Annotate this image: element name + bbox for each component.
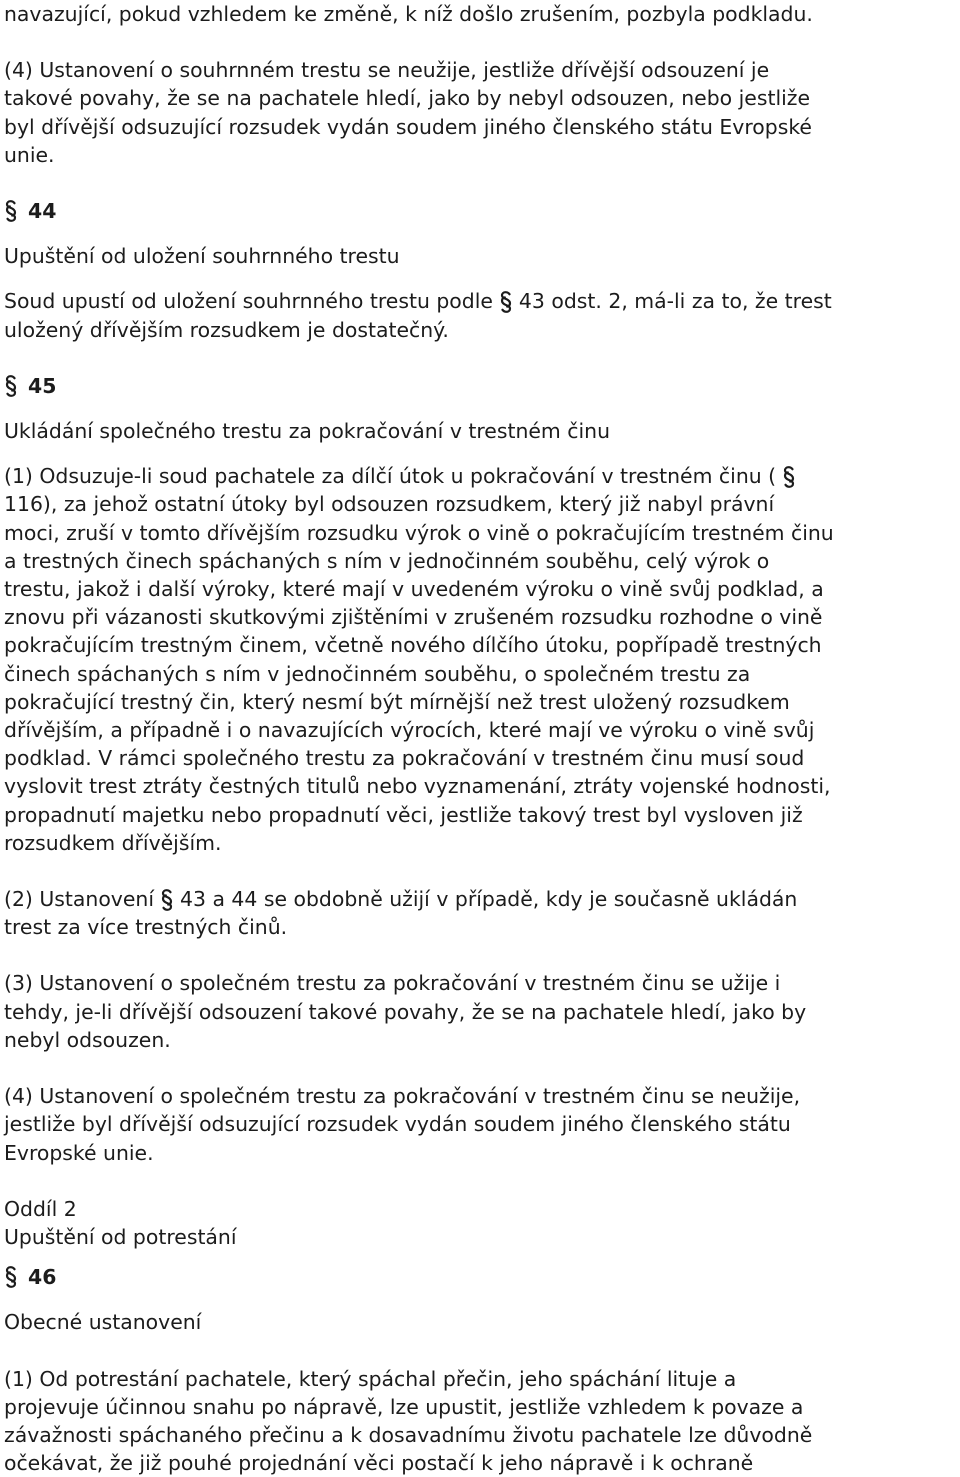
section-sign-icon — [4, 375, 18, 397]
section-sign-icon — [160, 889, 174, 911]
text-line: takové povahy, že se na pachatele hledí, jako by nebyl odsouzen, nebo jestliže — [4, 86, 811, 111]
text-line: pokračující trestný čin, který nesmí být mírnější než trest uložený rozsudkem — [4, 689, 790, 714]
text-fragment: 43 odst. 2, má-li za to, že trest — [518, 289, 832, 314]
section-sign-icon — [782, 466, 796, 488]
text-line: nebyl odsouzen. — [4, 1027, 171, 1052]
text-fragment: Soud upustí od uložení souhrnného trestu podle — [4, 289, 493, 314]
s46-paragraph-1 — [4, 1365, 958, 1477]
text-line: jestliže byl dřívější odsuzující rozsudek vydán soudem jiného členského státu — [4, 1112, 791, 1137]
section-46-number: 46 — [28, 1265, 57, 1290]
section-46-heading — [4, 1263, 958, 1291]
section-45-title: Ukládání společného trestu za pokračování v trestném činu — [4, 419, 610, 444]
division-title: Upuštění od potrestání — [4, 1224, 237, 1249]
document-page — [4, 0, 958, 1477]
text-line: unie. — [4, 142, 55, 167]
intro-tail-line: navazující, pokud vzhledem ke změně, k níž došlo zrušením, pozbyla podkladu. — [4, 2, 813, 26]
text-line: 116), za jehož ostatní útoky byl odsouzen rozsudkem, který již nabyl právní — [4, 492, 775, 517]
text-line: (1) Od potrestání pachatele, který spáchal přečin, jeho spáchání lituje a — [4, 1366, 737, 1391]
text-line: dřívějším, a případně i o navazujících výrocích, které mají ve výroku o vině svůj — [4, 718, 815, 743]
section-45-number: 45 — [28, 373, 57, 398]
text-fragment: 43 a 44 se obdobně užijí v případě, kdy je současně ukládán — [180, 887, 798, 912]
text-line: trestu, jakož i další výroky, které mají v uvedeném výroku o vině svůj podklad, a — [4, 577, 824, 602]
section-46-title: Obecné ustanovení — [4, 1310, 202, 1335]
text-line: propadnutí majetku nebo propadnutí věci, jestliže takový trest byl vysloven již — [4, 802, 803, 827]
text-line: trest za více trestných činů. — [4, 915, 288, 940]
text-line: očekávat, že již pouhé projednání věci postačí k jeho nápravě i k ochraně — [4, 1451, 754, 1476]
text-line: byl dřívější odsuzující rozsudek vydán soudem jiného členského státu Evropské — [4, 114, 812, 139]
text-fragment: (1) Odsuzuje-li soud pachatele za dílčí útok u pokračování v trestném činu ( — [4, 464, 777, 489]
s45-paragraph-2 — [4, 885, 958, 941]
text-line: Evropské unie. — [4, 1140, 154, 1165]
text-line: znovu při vázanosti skutkovými zjištěními v zrušeném rozsudku rozhodne o vině — [4, 605, 823, 630]
text-line: (4) Ustanovení o společném trestu za pokračování v trestném činu se neužije, — [4, 1084, 801, 1109]
text-line: podklad. V rámci společného trestu za pokračování v trestném činu musí soud — [4, 746, 805, 771]
text-line: (3) Ustanovení o společném trestu za pokračování v trestném činu se užije i — [4, 971, 781, 996]
section-45-heading — [4, 372, 958, 400]
section-sign-icon — [4, 200, 18, 222]
text-line: činech spáchaných s ním v jednočinném souběhu, o společném trestu za — [4, 661, 751, 686]
text-line: závažnosti spáchaného přečinu a k dosavadnímu životu pachatele lze důvodně — [4, 1422, 813, 1447]
text-line: projevuje účinnou snahu po nápravě, lze upustit, jestliže vzhledem k povaze a — [4, 1394, 804, 1419]
s43-paragraph-4 — [4, 56, 958, 169]
division-label: Oddíl 2 — [4, 1196, 77, 1221]
section-sign-icon — [4, 1266, 18, 1288]
text-line: vyslovit trest ztráty čestných titulů nebo vyznamenání, ztráty vojenské hodnosti, — [4, 774, 831, 799]
s45-paragraph-3 — [4, 969, 958, 1054]
section-44-title: Upuštění od uložení souhrnného trestu — [4, 244, 400, 269]
text-line: rozsudkem dřívějším. — [4, 830, 222, 855]
section-44-heading — [4, 197, 958, 225]
text-fragment: (2) Ustanovení — [4, 887, 155, 912]
section-44-number: 44 — [28, 199, 57, 224]
text-line — [4, 462, 958, 490]
text-line: a trestných činech spáchaných s ním v jednočinném souběhu, celý výrok o — [4, 548, 770, 573]
s45-paragraph-4 — [4, 1082, 958, 1167]
text-line: tehdy, je-li dřívější odsouzení takové povahy, že se na pachatele hledí, jako by — [4, 999, 807, 1024]
text-line: (4) Ustanovení o souhrnném trestu se neužije, jestliže dřívější odsouzení je — [4, 58, 770, 83]
section-sign-icon — [499, 291, 513, 313]
text-line: moci, zruší v tomto dřívějším rozsudku výrok o vině o pokračujícím trestném činu — [4, 520, 834, 545]
text-line — [4, 885, 958, 913]
text-line: pokračujícím trestným činem, včetně nového dílčího útoku, popřípadě trestných — [4, 633, 822, 658]
s45-paragraph-1 — [4, 462, 958, 857]
section-44-body-line — [4, 287, 958, 315]
section-44-body-line: uložený dřívějším rozsudkem je dostatečný. — [4, 317, 449, 342]
